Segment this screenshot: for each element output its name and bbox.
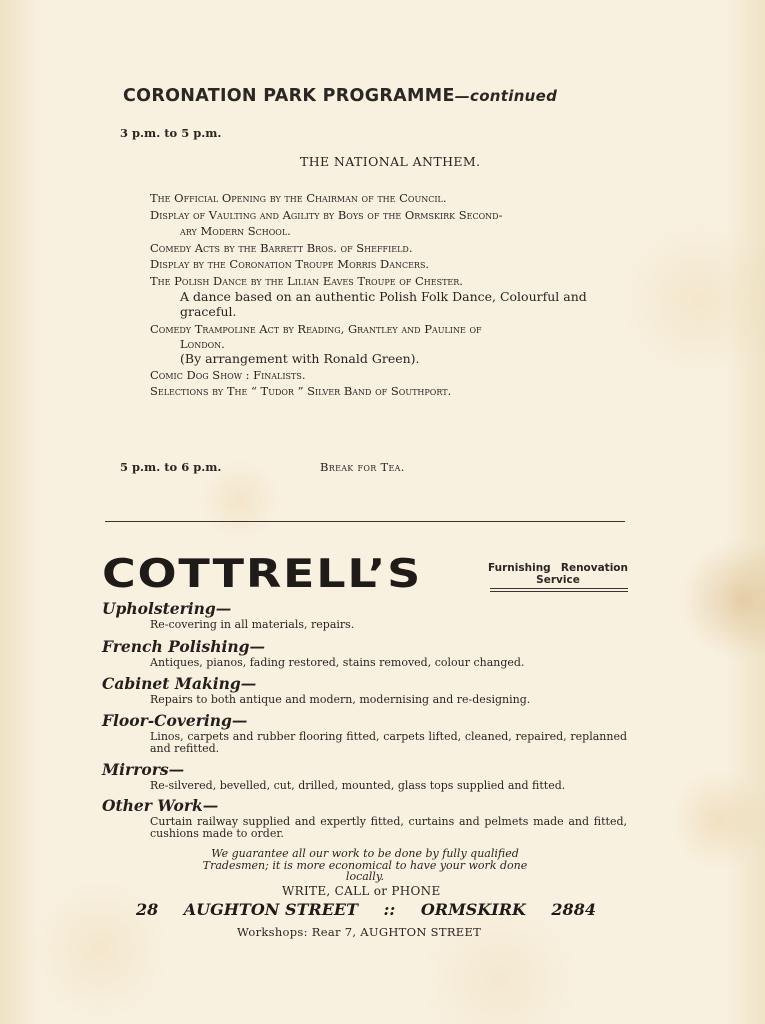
programme-item: Display of Vaulting and Agility by Boys of the Ormskirk Second- — [150, 207, 503, 222]
service-entry — [102, 675, 627, 706]
tagline-underline — [490, 588, 628, 589]
service-description: Re-silvered, bevelled, cut, drilled, mounted, glass tops supplied and fitted. — [150, 779, 566, 792]
section-divider — [105, 521, 625, 522]
phone-number: 2884 — [551, 900, 596, 919]
contact-prompt: WRITE, CALL or PHONE — [282, 884, 441, 898]
national-anthem: THE NATIONAL ANTHEM. — [300, 154, 481, 169]
service-heading: Cabinet Making— — [102, 674, 257, 693]
service-heading: Mirrors— — [102, 760, 185, 779]
programme-item-continuation: ary Modern School. — [180, 224, 291, 238]
programme-item: Display by the Coronation Troupe Morris Dancers. — [150, 257, 430, 271]
programme-item-note: (By arrangement with Ronald Green). — [180, 350, 420, 366]
service-heading: Upholstering— — [102, 599, 232, 618]
service-heading: Floor-Covering— — [102, 711, 248, 730]
service-entry — [102, 600, 627, 631]
address-number: 28 — [136, 900, 159, 919]
service-heading: Other Work— — [102, 796, 219, 815]
programme-item: Comic Dog Show : Finalists. — [150, 367, 306, 382]
address-separator: :: — [383, 900, 396, 919]
programme-title — [123, 86, 557, 106]
address-town: ORMSKIRK — [420, 900, 526, 919]
service-entry — [102, 638, 627, 669]
service-entry — [102, 761, 627, 792]
service-description: Re-covering in all materials, repairs. — [150, 618, 355, 631]
service-tagline-word: Renovation — [560, 562, 628, 574]
programme-items — [150, 190, 620, 400]
programme-item: The Official Opening by the Chairman of the Council. — [150, 191, 447, 205]
programme-item: The Polish Dance by the Lilian Eaves Troupe of Chester. — [150, 273, 463, 288]
service-tagline — [488, 562, 628, 586]
service-entry — [102, 712, 627, 754]
time-slot-tea: 5 p.m. to 6 p.m. — [120, 460, 222, 474]
address-line — [136, 900, 596, 919]
workshops-address: Workshops: Rear 7, AUGHTON STREET — [237, 925, 482, 939]
break-for-tea: Break for Tea. — [320, 460, 405, 474]
service-description: Curtain railway supplied and expertly fitted, curtains and pelmets made and fitted, cushions made to order. — [150, 815, 627, 840]
service-entry — [102, 797, 627, 839]
service-tagline-word: Furnishing — [488, 562, 551, 574]
guarantee-statement: We guarantee all our work to be done by fully qualified Tradesmen; it is more economical to have your work done locally. — [202, 847, 528, 883]
time-slot-afternoon: 3 p.m. to 5 p.m. — [120, 126, 222, 140]
brand-name: COTTRELL’S — [102, 552, 423, 597]
programme-title-suffix: —continued — [454, 87, 558, 105]
programme-title-main: CORONATION PARK PROGRAMME — [123, 86, 455, 106]
programme-item-note: A dance based on an authentic Polish Folk Dance, Colourful and graceful. — [180, 289, 587, 319]
address-street: AUGHTON STREET — [183, 900, 359, 919]
programme-item-continuation: London. — [180, 336, 225, 351]
service-heading: French Polishing— — [102, 637, 265, 656]
programme-item: Comedy Trampoline Act by Reading, Grantley and Pauline of — [150, 322, 482, 336]
programme-item: Comedy Acts by the Barrett Bros. of Sheffield. — [150, 240, 413, 255]
service-description: Antiques, pianos, fading restored, stains removed, colour changed. — [150, 656, 525, 669]
service-description: Linos, carpets and rubber flooring fitted, carpets lifted, cleaned, repaired, replanned and refitted. — [150, 730, 627, 755]
tagline-underline — [490, 591, 628, 592]
service-description: Repairs to both antique and modern, modernising and re-designing. — [150, 693, 531, 706]
service-tagline-word: Service — [536, 574, 580, 586]
programme-item: Selections by The “ Tudor ” Silver Band of Southport. — [150, 384, 452, 398]
